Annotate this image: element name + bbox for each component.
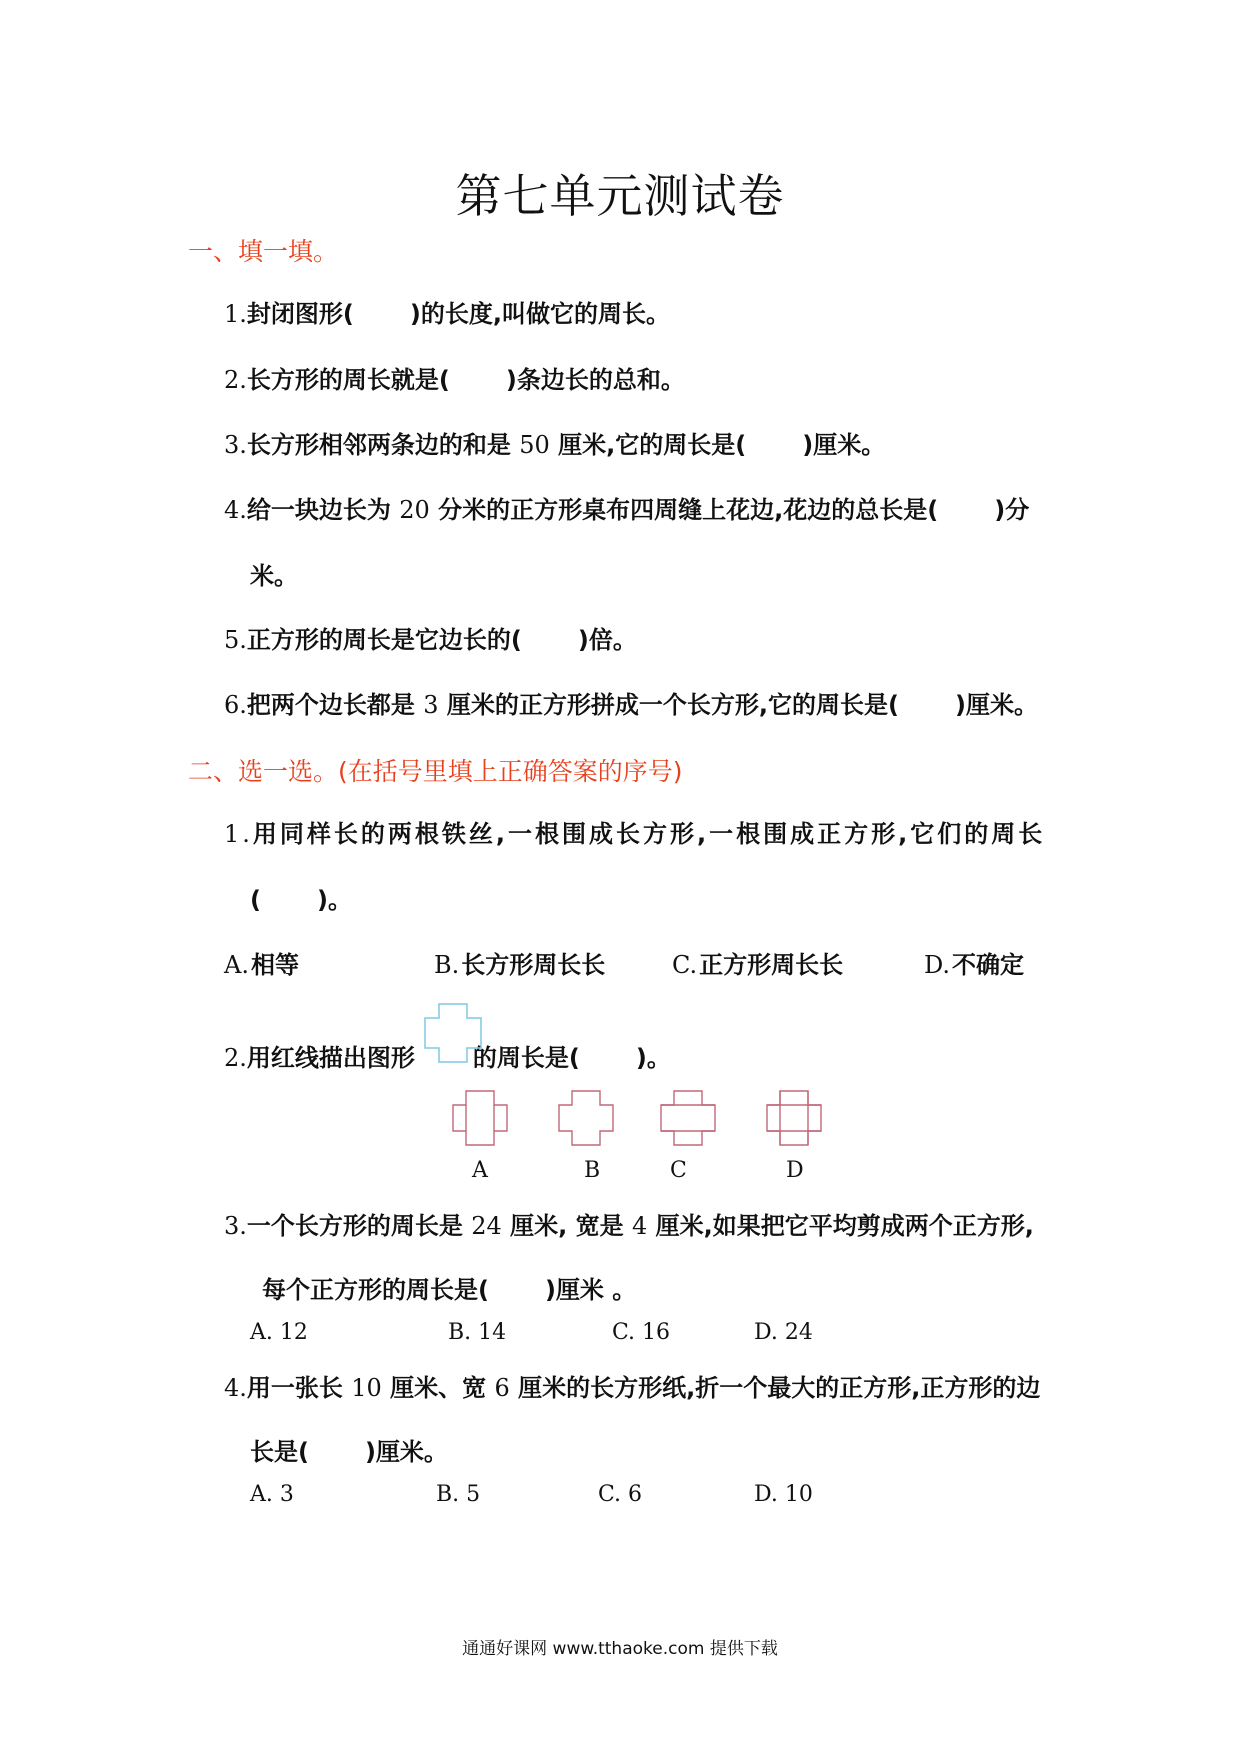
page-title: 第七单元测试卷 bbox=[455, 169, 785, 223]
option-figure-d bbox=[766, 1090, 822, 1146]
choice-question-1-continued: ( )。 bbox=[250, 886, 352, 914]
q4-option-b[interactable]: B. 5 bbox=[436, 1482, 481, 1507]
q1-option-a[interactable]: A.相等 bbox=[224, 951, 299, 979]
section-2-heading: 二、选一选。(在括号里填上正确答案的序号) bbox=[188, 757, 683, 786]
figure-label-b[interactable]: B bbox=[584, 1158, 601, 1183]
choice-question-4: 4.用一张长 10 厘米、宽 6 厘米的长方形纸,折一个最大的正方形,正方形的边 bbox=[224, 1374, 1041, 1402]
fill-question-6: 6.把两个边长都是 3 厘米的正方形拼成一个长方形,它的周长是( )厘米。 bbox=[224, 691, 1038, 719]
figure-label-d[interactable]: D bbox=[786, 1158, 804, 1183]
choice-question-1: 1.用同样长的两根铁丝,一根围成长方形,一根围成正方形,它们的周长 bbox=[224, 820, 1046, 848]
q3-option-c[interactable]: C. 16 bbox=[612, 1320, 671, 1345]
choice-question-3-continued: 每个正方形的周长是( )厘米 。 bbox=[262, 1276, 637, 1304]
q3-option-d[interactable]: D. 24 bbox=[754, 1320, 813, 1345]
fill-question-3: 3.长方形相邻两条边的和是 50 厘米,它的周长是( )厘米。 bbox=[224, 431, 886, 459]
fill-question-4-continued: 米。 bbox=[250, 562, 298, 590]
fill-question-4: 4.给一块边长为 20 分米的正方形桌布四周缝上花边,花边的总长是( )分 bbox=[224, 496, 1030, 524]
footer-credit: 通通好课网 www.tthaoke.com 提供下载 bbox=[462, 1639, 778, 1659]
option-figure-c bbox=[660, 1090, 716, 1146]
q1-option-d[interactable]: D.不确定 bbox=[924, 951, 1025, 979]
q3-option-a[interactable]: A. 12 bbox=[250, 1320, 308, 1345]
choice-question-4-continued: 长是( )厘米。 bbox=[250, 1438, 448, 1466]
q4-option-c[interactable]: C. 6 bbox=[598, 1482, 643, 1507]
fill-question-5: 5.正方形的周长是它边长的( )倍。 bbox=[224, 626, 637, 654]
q3-option-b[interactable]: B. 14 bbox=[448, 1320, 507, 1345]
section-1-heading: 一、填一填。 bbox=[188, 237, 339, 266]
q4-option-a[interactable]: A. 3 bbox=[250, 1482, 294, 1507]
q4-option-d[interactable]: D. 10 bbox=[754, 1482, 813, 1507]
fill-question-1: 1.封闭图形( )的长度,叫做它的周长。 bbox=[224, 300, 670, 328]
figure-label-c[interactable]: C bbox=[670, 1158, 687, 1183]
fill-question-2: 2.长方形的周长就是( )条边长的总和。 bbox=[224, 366, 685, 394]
figure-label-a[interactable]: A bbox=[472, 1158, 488, 1183]
option-figure-b bbox=[558, 1090, 614, 1146]
choice-question-2: 2.用红线描出图形 的周长是( )。 bbox=[224, 1044, 671, 1072]
option-figure-a bbox=[452, 1090, 508, 1146]
q1-option-b[interactable]: B.长方形周长长 bbox=[434, 951, 606, 979]
cross-figure bbox=[424, 1003, 482, 1063]
q1-option-c[interactable]: C.正方形周长长 bbox=[672, 951, 844, 979]
choice-question-3: 3.一个长方形的周长是 24 厘米, 宽是 4 厘米,如果把它平均剪成两个正方形, bbox=[224, 1212, 1034, 1240]
